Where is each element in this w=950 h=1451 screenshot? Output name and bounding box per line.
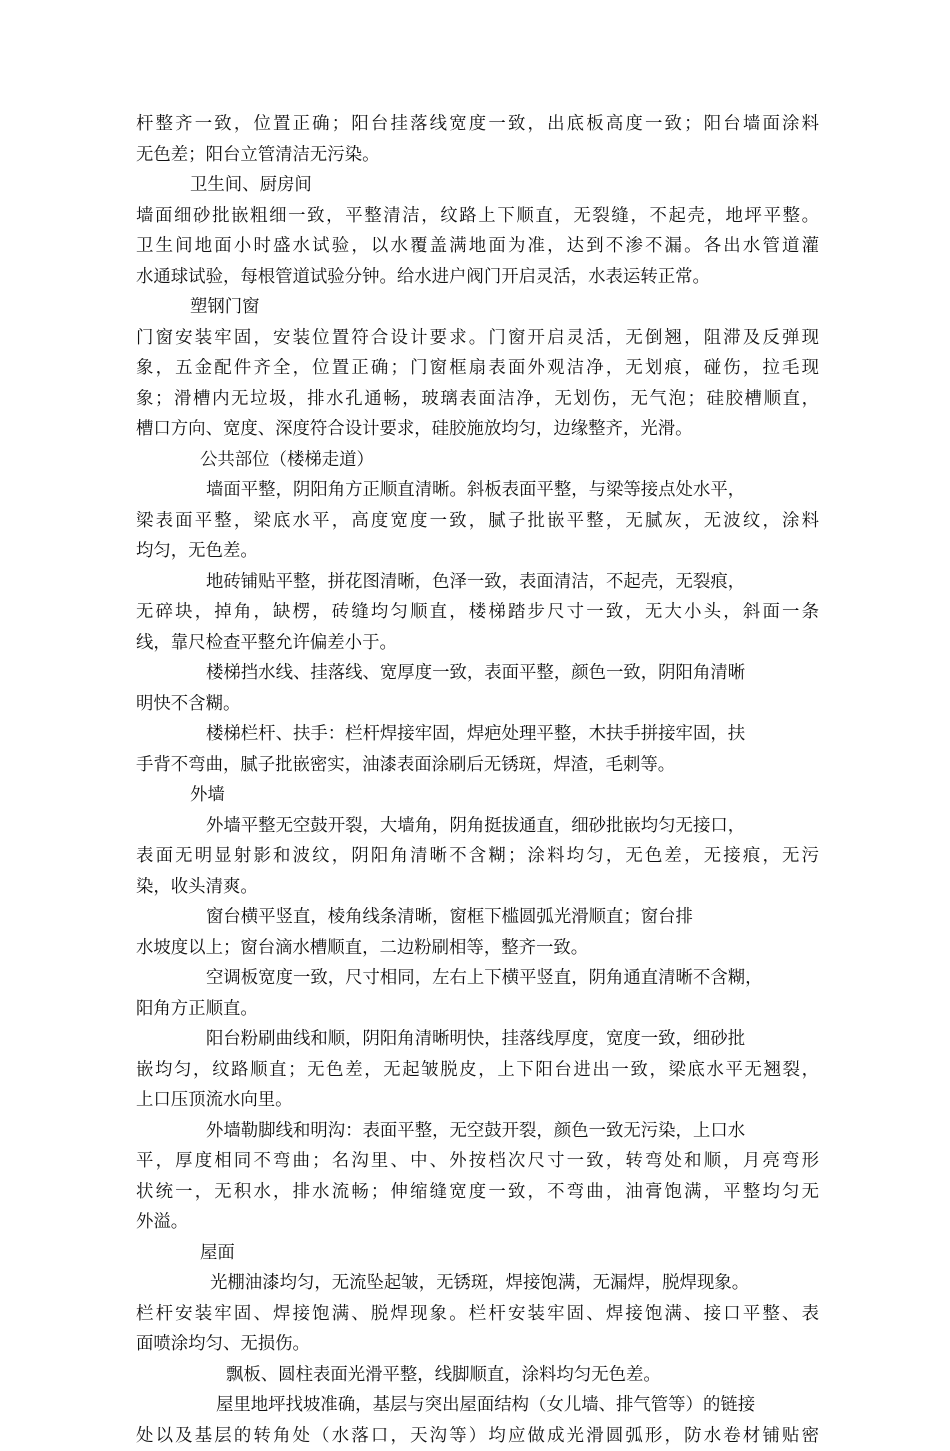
text-line: 明快不含糊。 — [136, 689, 819, 720]
text-line: 无色差；阳台立管清洁无污染。 — [136, 140, 819, 171]
text-line: 染，收头清爽。 — [136, 872, 819, 903]
text-line: 公共部位（楼梯走道） — [136, 445, 819, 476]
text-line: 飘板、圆柱表面光滑平整，线脚顺直，涂料均匀无色差。 — [136, 1360, 819, 1391]
text-line: 光棚油漆均匀，无流坠起皱，无锈斑，焊接饱满，无漏焊，脱焊现象。 — [136, 1268, 819, 1299]
text-line: 阳台粉刷曲线和顺，阴阳角清晰明快，挂落线厚度，宽度一致，细砂批 — [136, 1024, 819, 1055]
text-line: 槽口方向、宽度、深度符合设计要求，硅胶施放均匀，边缘整齐，光滑。 — [136, 414, 819, 445]
text-line: 处以及基层的转角处（水落口，天沟等）均应做成光滑圆弧形，防水卷材铺贴密 — [136, 1421, 819, 1451]
text-line: 屋面 — [136, 1238, 819, 1269]
text-line: 地砖铺贴平整，拼花图清晰，色泽一致，表面清洁，不起壳，无裂痕， — [136, 567, 819, 598]
text-line: 墙面平整，阴阳角方正顺直清晰。斜板表面平整，与梁等接点处水平， — [136, 475, 819, 506]
text-line: 平，厚度相同不弯曲；名沟里、中、外按档次尺寸一致，转弯处和顺，月亮弯形 — [136, 1146, 819, 1177]
text-line: 窗台横平竖直，棱角线条清晰，窗框下槛圆弧光滑顺直；窗台排 — [136, 902, 819, 933]
text-line: 面喷涂均匀、无损伤。 — [136, 1329, 819, 1360]
text-line: 外墙平整无空鼓开裂，大墙角，阴角挺拔通直，细砂批嵌均匀无接口， — [136, 811, 819, 842]
text-line: 线，靠尺检查平整允许偏差小于。 — [136, 628, 819, 659]
text-line: 外墙勒脚线和明沟：表面平整，无空鼓开裂，颜色一致无污染，上口水 — [136, 1116, 819, 1147]
text-line: 塑钢门窗 — [136, 292, 819, 323]
text-line: 空调板宽度一致，尺寸相同，左右上下横平竖直，阴角通直清晰不含糊， — [136, 963, 819, 994]
text-line: 外墙 — [136, 780, 819, 811]
document-body — [136, 109, 819, 1451]
text-line: 外溢。 — [136, 1207, 819, 1238]
text-line: 象；滑槽内无垃圾，排水孔通畅，玻璃表面洁净，无划伤，无气泡；硅胶槽顺直， — [136, 384, 819, 415]
text-line: 屋里地坪找坡准确，基层与突出屋面结构（女儿墙、排气管等）的链接 — [136, 1390, 819, 1421]
text-line: 楼梯挡水线、挂落线、宽厚度一致，表面平整，颜色一致，阴阳角清晰 — [136, 658, 819, 689]
text-line: 墙面细砂批嵌粗细一致，平整清洁，纹路上下顺直，无裂缝，不起壳，地坪平整。 — [136, 201, 819, 232]
text-line: 均匀，无色差。 — [136, 536, 819, 567]
text-line: 栏杆安装牢固、焊接饱满、脱焊现象。栏杆安装牢固、焊接饱满、接口平整、表 — [136, 1299, 819, 1330]
text-line: 上口压顶流水向里。 — [136, 1085, 819, 1116]
text-line: 阳角方正顺直。 — [136, 994, 819, 1025]
text-line: 水通球试验，每根管道试验分钟。给水进户阀门开启灵活，水表运转正常。 — [136, 262, 819, 293]
text-line: 水坡度以上；窗台滴水槽顺直，二边粉刷相等，整齐一致。 — [136, 933, 819, 964]
text-line: 卫生间、厨房间 — [136, 170, 819, 201]
text-line: 嵌均匀，纹路顺直；无色差，无起皱脱皮，上下阳台进出一致，梁底水平无翘裂， — [136, 1055, 819, 1086]
text-line: 杆整齐一致，位置正确；阳台挂落线宽度一致，出底板高度一致；阳台墙面涂料 — [136, 109, 819, 140]
text-line: 梁表面平整，梁底水平，高度宽度一致，腻子批嵌平整，无腻灰，无波纹，涂料 — [136, 506, 819, 537]
text-line: 手背不弯曲，腻子批嵌密实，油漆表面涂刷后无锈斑，焊渣，毛刺等。 — [136, 750, 819, 781]
text-line: 卫生间地面小时盛水试验，以水覆盖满地面为准，达到不渗不漏。各出水管道灌 — [136, 231, 819, 262]
text-line: 状统一，无积水，排水流畅；伸缩缝宽度一致，不弯曲，油膏饱满，平整均匀无 — [136, 1177, 819, 1208]
text-line: 门窗安装牢固，安装位置符合设计要求。门窗开启灵活，无倒翘，阻滞及反弹现 — [136, 323, 819, 354]
text-line: 无碎块，掉角，缺楞，砖缝均匀顺直，楼梯踏步尺寸一致，无大小头，斜面一条 — [136, 597, 819, 628]
text-line: 象，五金配件齐全，位置正确；门窗框扇表面外观洁净，无划痕，碰伤，拉毛现 — [136, 353, 819, 384]
text-line: 楼梯栏杆、扶手：栏杆焊接牢固，焊疤处理平整，木扶手拼接牢固，扶 — [136, 719, 819, 750]
text-line: 表面无明显射影和波纹，阴阳角清晰不含糊；涂料均匀，无色差，无接痕，无污 — [136, 841, 819, 872]
